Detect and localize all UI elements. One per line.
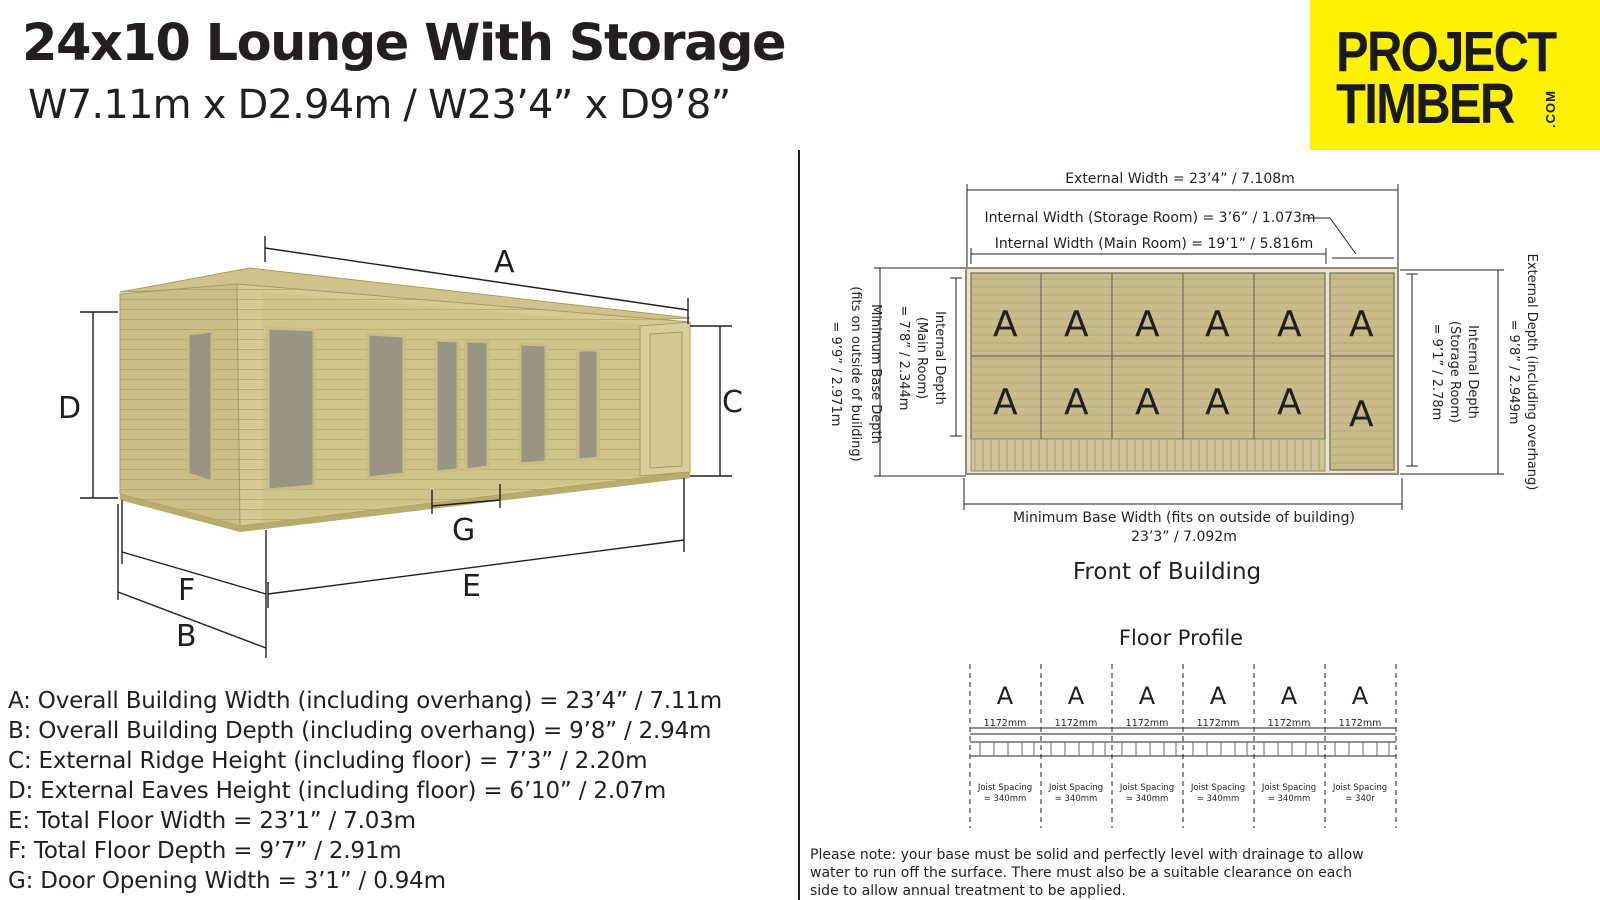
spec-f: F: Total Floor Depth = 9’7” / 2.91m xyxy=(8,838,402,864)
spec-b: B: Overall Building Depth (including overhang) = 9’8” / 2.94m xyxy=(8,718,712,744)
spec-c: C: External Ridge Height (including floor) = 7’3” / 2.20m xyxy=(8,748,648,774)
joist-spacing-3b: = 340mm xyxy=(1125,794,1169,804)
dim-label-a: A xyxy=(494,245,515,280)
panel-a-9: A xyxy=(1135,382,1160,423)
min-base-depth-3: = 9’9” / 2.971m xyxy=(828,321,843,427)
page-subtitle: W7.11m x D2.94m / W23’4” x D9’8” xyxy=(28,82,731,128)
panel-a-12: A xyxy=(1349,394,1374,435)
internal-width-main-label: Internal Width (Main Room) = 19’1” / 5.816m xyxy=(994,236,1314,252)
logo-line-2: TIMBER xyxy=(1336,72,1514,136)
joist-spacing-2a: Joist Spacing xyxy=(1048,783,1104,793)
internal-depth-main-3: = 7’8” / 2.344m xyxy=(896,305,911,411)
floor-plan xyxy=(966,268,1398,474)
external-depth-2: = 9’8” / 2.949m xyxy=(1506,319,1521,425)
external-width-label: External Width = 23’4” / 7.108m xyxy=(1065,171,1295,187)
min-base-width-label-1: Minimum Base Width (fits on outside of building) xyxy=(1013,510,1355,526)
panel-a-1: A xyxy=(993,304,1018,345)
dim-label-c: C xyxy=(722,385,743,420)
panel-a-8: A xyxy=(1064,382,1089,423)
profile-width-3: 1172mm xyxy=(1125,718,1169,729)
joist-spacing-4b: = 340mm xyxy=(1196,794,1240,804)
joist-spacing-5b: = 340mm xyxy=(1267,794,1311,804)
profile-a-1: A xyxy=(996,682,1014,710)
spec-g: G: Door Opening Width = 3’1” / 0.94m xyxy=(8,868,446,894)
base-requirements-note: Please note: your base must be solid and perfectly level with drainage to allow water to run off the surface. There must also be a suitable clearance on each side to allow annual treatment to be applied. xyxy=(810,847,1364,899)
profile-width-2: 1172mm xyxy=(1054,718,1098,729)
joist-spacing-6b: = 340r xyxy=(1345,794,1375,804)
joist-spacing-1b: = 340mm xyxy=(983,794,1027,804)
page-title: 24x10 Lounge With Storage xyxy=(22,14,786,73)
floor-profile-title: Floor Profile xyxy=(1118,626,1244,650)
joist-spacing-6a: Joist Spacing xyxy=(1332,783,1388,793)
panel-a-6: A xyxy=(1349,304,1374,345)
floor-profile-diagram xyxy=(970,664,1396,828)
joist-spacing-3a: Joist Spacing xyxy=(1119,783,1175,793)
joist-spacing-5a: Joist Spacing xyxy=(1261,783,1317,793)
dim-label-g: G xyxy=(452,513,476,548)
joist-spacing-2b: = 340mm xyxy=(1054,794,1098,804)
profile-width-1: 1172mm xyxy=(983,718,1027,729)
profile-a-3: A xyxy=(1138,682,1156,710)
internal-depth-main-2: (Main Room) xyxy=(914,316,929,400)
right-depth-labels xyxy=(1429,254,1539,491)
panel-a-7: A xyxy=(993,382,1018,423)
profile-a-4: A xyxy=(1209,682,1227,710)
external-depth-1: External Depth (including overhang) xyxy=(1524,253,1539,491)
spec-e: E: Total Floor Width = 23’1” / 7.03m xyxy=(8,808,416,834)
profile-width-4: 1172mm xyxy=(1196,718,1240,729)
spec-d: D: External Eaves Height (including floor) = 6’10” / 2.07m xyxy=(8,778,667,804)
dim-label-e: E xyxy=(462,569,481,604)
joist-spacing-4a: Joist Spacing xyxy=(1190,783,1246,793)
profile-a-5: A xyxy=(1280,682,1298,710)
profile-width-5: 1172mm xyxy=(1267,718,1311,729)
min-base-width-label-2: 23’3” / 7.092m xyxy=(1131,529,1237,545)
panel-a-11: A xyxy=(1277,382,1302,423)
panel-a-4: A xyxy=(1205,304,1230,345)
internal-width-storage-label: Internal Width (Storage Room) = 3’6” / 1.073m xyxy=(984,210,1316,226)
profile-a-2: A xyxy=(1067,682,1085,710)
profile-a-6: A xyxy=(1351,682,1369,710)
panel-a-10: A xyxy=(1205,382,1230,423)
min-base-depth-2: (fits on outside of building) xyxy=(848,286,863,462)
panel-a-2: A xyxy=(1064,304,1089,345)
internal-depth-storage-1: Internal Depth xyxy=(1465,325,1480,419)
profile-width-6: 1172mm xyxy=(1338,718,1382,729)
spec-a: A: Overall Building Width (including overhang) = 23’4” / 7.11m xyxy=(8,688,722,714)
front-of-building-label: Front of Building xyxy=(1072,559,1262,585)
internal-depth-main-1: Internal Depth xyxy=(932,311,947,405)
joist-spacing-1a: Joist Spacing xyxy=(977,783,1033,793)
dim-label-d: D xyxy=(58,391,82,426)
dim-label-f: F xyxy=(178,573,196,608)
left-depth-labels xyxy=(828,286,947,461)
logo-line-1: PROJECT xyxy=(1336,20,1556,84)
min-base-depth-1: Minimum Base Depth xyxy=(868,304,883,444)
profile-joist-spacing xyxy=(977,783,1387,804)
dim-label-b: B xyxy=(176,619,197,654)
logo-suffix: .COM xyxy=(1543,90,1558,128)
panel-a-3: A xyxy=(1135,304,1160,345)
internal-depth-storage-2: (Storage Room) xyxy=(1447,320,1462,424)
panel-a-5: A xyxy=(1277,304,1302,345)
internal-depth-storage-3: = 9’1” / 2.78m xyxy=(1429,323,1444,421)
